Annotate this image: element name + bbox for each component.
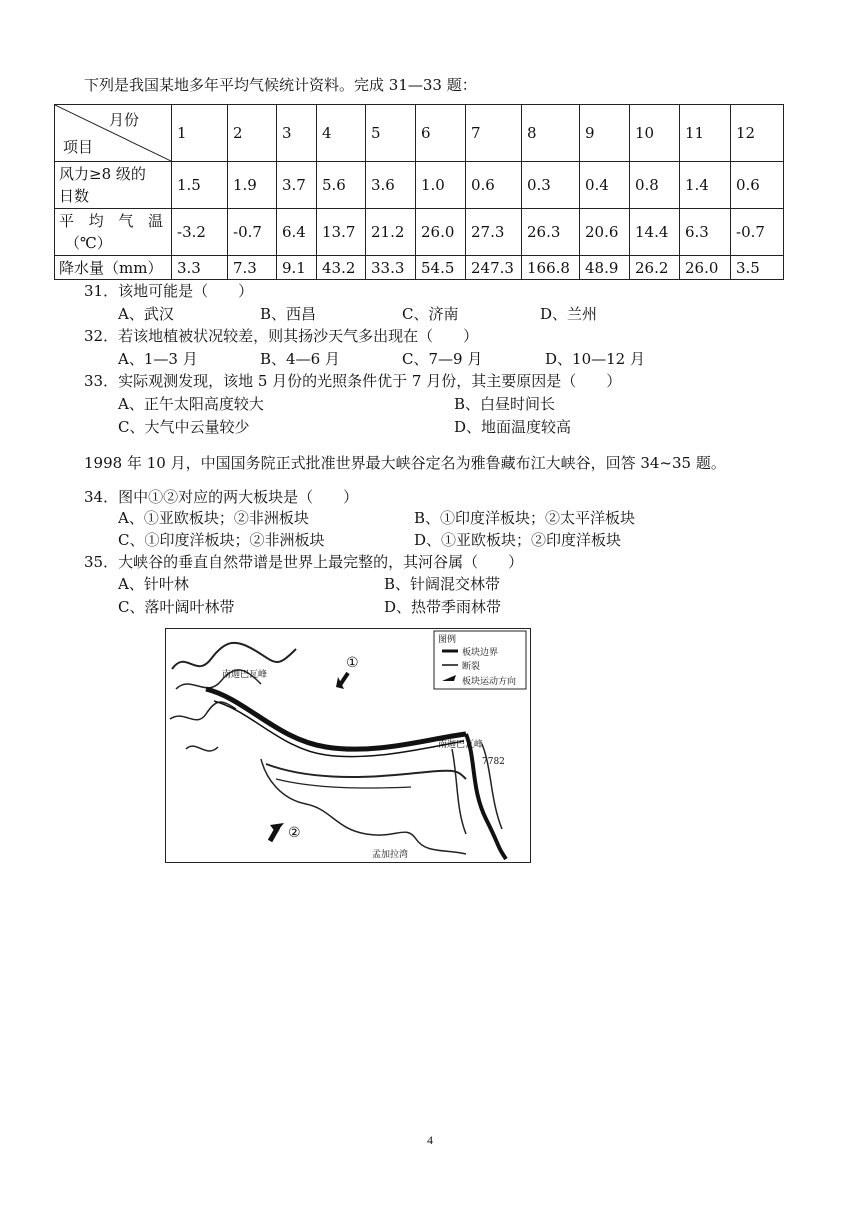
value-cell: 20.6 — [580, 209, 630, 256]
question-34-stem: 34．图中①②对应的两大板块是（ ） — [84, 488, 359, 506]
value-cell: 247.3 — [466, 256, 522, 280]
value-cell: -3.2 — [172, 209, 228, 256]
value-cell: 54.5 — [416, 256, 466, 280]
question-34-option-d: D、①亚欧板块；②印度洋板块 — [414, 531, 622, 549]
bay-label: 孟加拉湾 — [372, 850, 409, 860]
intro-text-1: 下列是我国某地多年平均气候统计资料。完成 31—33 题： — [84, 76, 477, 94]
value-cell: 1.0 — [416, 162, 466, 209]
climate-table — [54, 104, 784, 280]
legend-title: 图例 — [438, 635, 457, 645]
value-cell: 26.0 — [416, 209, 466, 256]
value-cell: 0.6 — [731, 162, 784, 209]
tectonic-map-figure — [165, 628, 531, 863]
question-35-option-b: B、针阔混交林带 — [384, 575, 501, 593]
month-cell: 2 — [228, 105, 277, 162]
header-item-label: 项目 — [63, 138, 94, 156]
question-33-option-c: C、大气中云量较少 — [118, 418, 250, 436]
peak-label-west: 南迦巴瓦峰 — [222, 670, 268, 680]
value-cell: 7.3 — [228, 256, 277, 280]
month-cell: 10 — [630, 105, 680, 162]
month-cell: 9 — [580, 105, 630, 162]
question-35-option-a: A、针叶林 — [118, 575, 189, 593]
question-32-option-d: D、10—12 月 — [545, 350, 645, 368]
value-cell: 5.6 — [317, 162, 366, 209]
month-cell: 3 — [277, 105, 317, 162]
table-row-precipitation — [55, 256, 784, 280]
peak-label-east: 南迦巴瓦峰 — [438, 740, 484, 750]
month-cell: 5 — [366, 105, 416, 162]
question-33-option-b: B、白昼时间长 — [454, 395, 556, 413]
row-label-precipitation: 降水量（mm） — [55, 256, 172, 280]
page-number: 4 — [427, 1133, 433, 1147]
question-34-option-c: C、①印度洋板块；②非洲板块 — [118, 531, 325, 549]
question-31-option-c: C、济南 — [402, 305, 459, 323]
month-cell: 11 — [680, 105, 731, 162]
value-cell: 6.3 — [680, 209, 731, 256]
question-32-option-b: B、4—6 月 — [260, 350, 340, 368]
question-32-option-c: C、7—9 月 — [402, 350, 483, 368]
question-31-option-a: A、武汉 — [118, 305, 174, 323]
value-cell: 9.1 — [277, 256, 317, 280]
table-header-row — [55, 105, 784, 162]
value-cell: 0.8 — [630, 162, 680, 209]
value-cell: 6.4 — [277, 209, 317, 256]
question-32-stem: 32．若该地植被状况较差，则其扬沙天气多出现在（ ） — [84, 327, 479, 345]
question-33-stem: 33．实际观测发现，该地 5 月份的光照条件优于 7 月份，其主要原因是（ ） — [84, 372, 622, 390]
month-cell: 4 — [317, 105, 366, 162]
value-cell: 3.5 — [731, 256, 784, 280]
question-34-option-b: B、①印度洋板块；②太平洋板块 — [414, 509, 636, 527]
row-label-wind: 风力≥8 级的 日数 — [55, 162, 172, 209]
value-cell: 1.9 — [228, 162, 277, 209]
value-cell: -0.7 — [731, 209, 784, 256]
month-cell: 8 — [522, 105, 580, 162]
question-31-option-b: B、西昌 — [260, 305, 317, 323]
value-cell: 48.9 — [580, 256, 630, 280]
legend-item-fault: 断裂 — [462, 662, 481, 672]
value-cell: -0.7 — [228, 209, 277, 256]
value-cell: 43.2 — [317, 256, 366, 280]
value-cell: 13.7 — [317, 209, 366, 256]
table-row-temperature — [55, 209, 784, 256]
value-cell: 33.3 — [366, 256, 416, 280]
value-cell: 1.4 — [680, 162, 731, 209]
marker-1: ① — [346, 655, 359, 671]
question-35-option-c: C、落叶阔叶林带 — [118, 598, 235, 616]
value-cell: 26.2 — [630, 256, 680, 280]
value-cell: 27.3 — [466, 209, 522, 256]
value-cell: 166.8 — [522, 256, 580, 280]
header-month-label: 月份 — [108, 111, 139, 129]
value-cell: 3.7 — [277, 162, 317, 209]
diagonal-header-cell — [55, 105, 172, 162]
question-31-option-d: D、兰州 — [540, 305, 598, 323]
question-32-option-a: A、1—3 月 — [118, 350, 198, 368]
question-33-option-a: A、正午太阳高度较大 — [118, 395, 264, 413]
elevation-label: 7782 — [482, 757, 505, 767]
legend-item-plate-boundary: 板块边界 — [462, 648, 499, 658]
value-cell: 26.0 — [680, 256, 731, 280]
value-cell: 14.4 — [630, 209, 680, 256]
value-cell: 3.6 — [366, 162, 416, 209]
question-34-option-a: A、①亚欧板块；②非洲板块 — [118, 509, 309, 527]
value-cell: 0.3 — [522, 162, 580, 209]
value-cell: 0.4 — [580, 162, 630, 209]
value-cell: 1.5 — [172, 162, 228, 209]
marker-2: ② — [288, 825, 301, 841]
question-35-stem: 35．大峡谷的垂直自然带谱是世界上最完整的，其河谷属（ ） — [84, 553, 524, 571]
month-cell: 1 — [172, 105, 228, 162]
row-label-temperature: 平 均 气 温 （℃） — [55, 209, 172, 256]
legend-item-plate-motion: 板块运动方向 — [462, 677, 517, 687]
question-31-stem: 31．该地可能是（ ） — [84, 282, 254, 300]
value-cell: 26.3 — [522, 209, 580, 256]
value-cell: 21.2 — [366, 209, 416, 256]
value-cell: 3.3 — [172, 256, 228, 280]
intro-text-2: 1998 年 10 月，中国国务院正式批准世界最大峡谷定名为雅鲁藏布江大峡谷，回答 34~35 题。 — [84, 454, 726, 472]
value-cell: 0.6 — [466, 162, 522, 209]
month-cell: 7 — [466, 105, 522, 162]
month-cell: 12 — [731, 105, 784, 162]
question-33-option-d: D、地面温度较高 — [454, 418, 572, 436]
table-row-wind — [55, 162, 784, 209]
question-35-option-d: D、热带季雨林带 — [384, 598, 502, 616]
month-cell: 6 — [416, 105, 466, 162]
